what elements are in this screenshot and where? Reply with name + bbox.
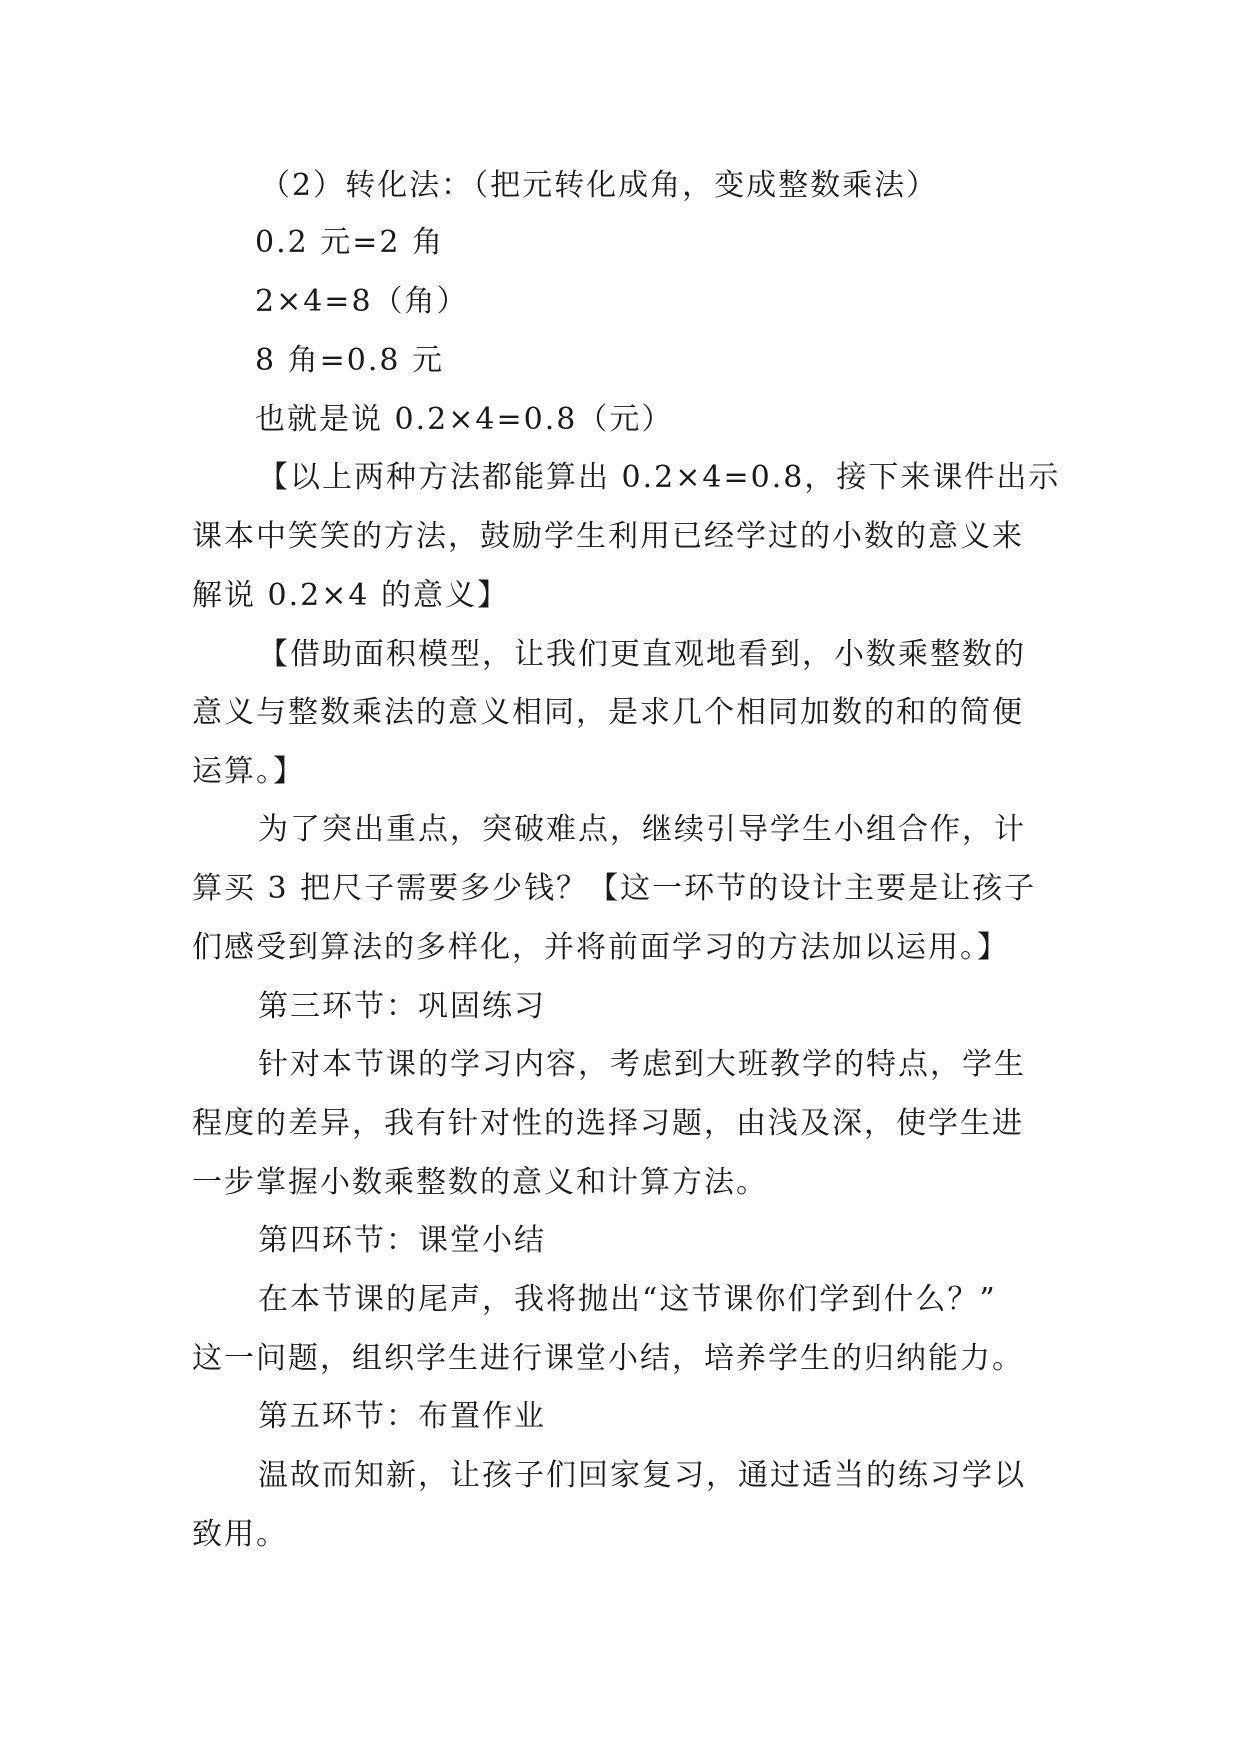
text-line: 课本中笑笑的方法，鼓励学生利用已经学过的小数的意义来 — [192, 519, 1024, 554]
text-line: 致用。 — [192, 1517, 288, 1552]
section-heading: 第四环节：课堂小结 — [258, 1223, 546, 1258]
text-line: 程度的差异，我有针对性的选择习题，由浅及深，使学生进 — [192, 1106, 1024, 1141]
text-line: 温故而知新，让孩子们回家复习，通过适当的练习学以 — [258, 1458, 1026, 1493]
text-line: 0.2 元=2 角 — [255, 225, 445, 260]
text-line: 【借助面积模型，让我们更直观地看到，小数乘整数的 — [258, 637, 1026, 672]
text-line: 算买 3 把尺子需要多少钱？【这一环节的设计主要是让孩子 — [192, 871, 1037, 906]
text-line: 8 角=0.8 元 — [255, 343, 445, 378]
text-line: 2×4=8（角） — [255, 284, 469, 319]
text-line: 为了突出重点，突破难点，继续引导学生小组合作，计 — [258, 812, 1026, 847]
section-heading: 第三环节：巩固练习 — [258, 989, 546, 1024]
text-line: 意义与整数乘法的意义相同，是求几个相同加数的和的简便 — [192, 695, 1024, 730]
text-line: 也就是说 0.2×4=0.8（元） — [255, 402, 674, 437]
text-line: 解说 0.2×4 的意义】 — [192, 578, 510, 613]
text-line: 这一问题，组织学生进行课堂小结，培养学生的归纳能力。 — [192, 1341, 1024, 1376]
text-line: 一步掌握小数乘整数的意义和计算方法。 — [192, 1165, 768, 1200]
section-heading: 第五环节：布置作业 — [258, 1399, 546, 1434]
text-line: 【以上两种方法都能算出 0.2×4=0.8，接下来课件出示 — [258, 460, 1061, 495]
text-line: 在本节课的尾声，我将抛出“这节课你们学到什么？” — [258, 1282, 997, 1317]
text-line: 运算。】 — [192, 754, 305, 789]
text-line: 们感受到算法的多样化，并将前面学习的方法加以运用。】 — [192, 930, 1009, 965]
text-line: 针对本节课的学习内容，考虑到大班教学的特点，学生 — [258, 1047, 1026, 1082]
text-line: （2）转化法：（把元转化成角，变成整数乘法） — [260, 168, 939, 203]
